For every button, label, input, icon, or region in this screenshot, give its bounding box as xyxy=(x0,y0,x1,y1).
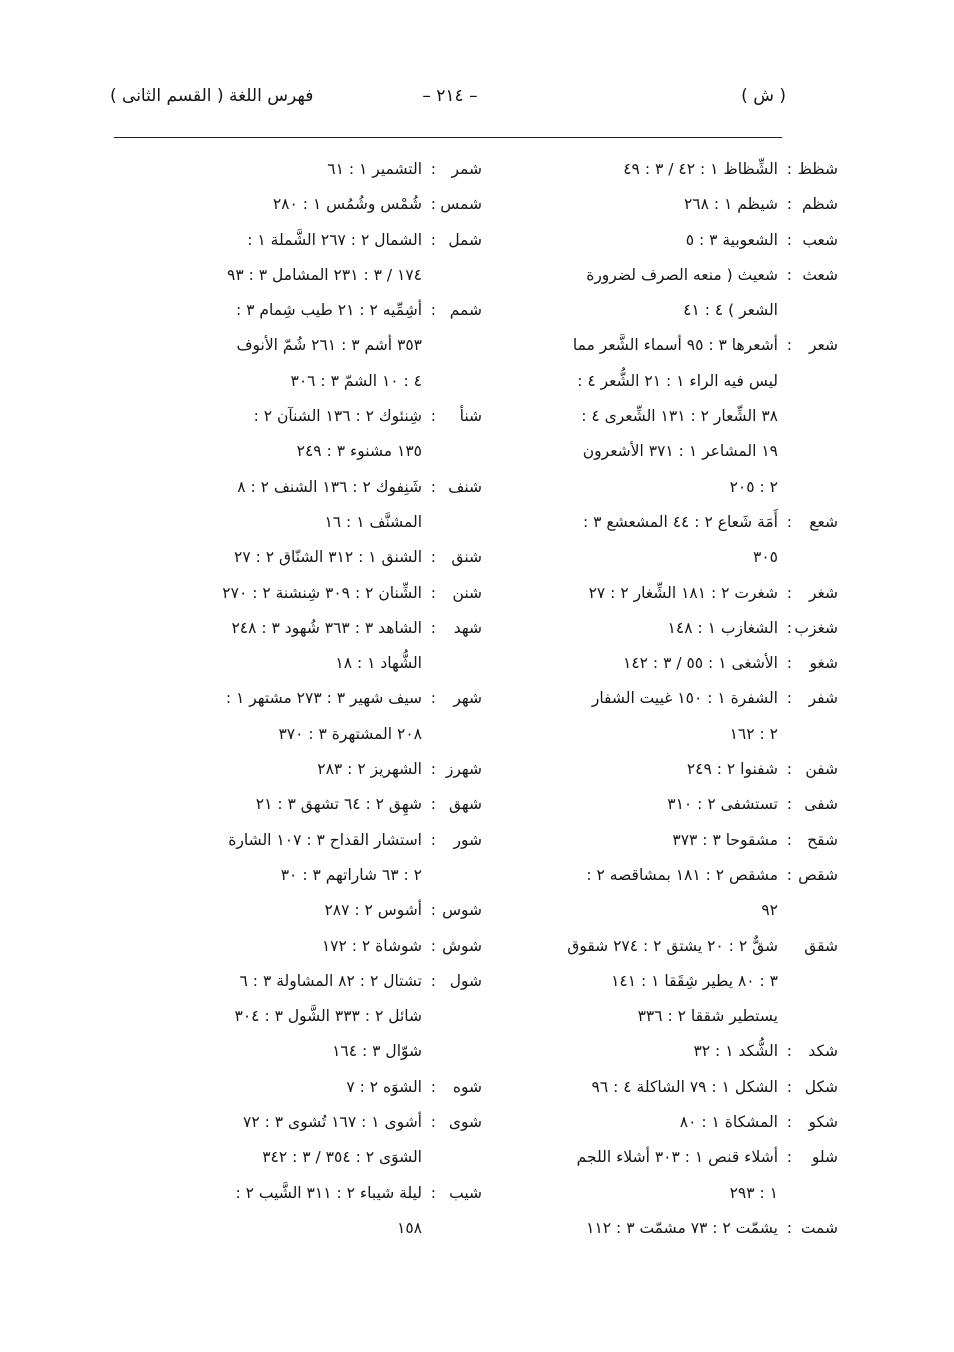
entry-text: شِنئوك ٢ : ١٣٦ الشنآن ٢ : xyxy=(253,407,422,426)
index-entry-line xyxy=(122,999,422,1034)
entry-colon: : xyxy=(786,1148,792,1167)
index-entry-line xyxy=(478,611,838,646)
entry-colon: : xyxy=(786,1218,792,1237)
entry-colon: : xyxy=(430,760,436,779)
entry-text: أشوى ١ : ١٦٧ تُشوى ٣ : ٧٢ xyxy=(243,1113,422,1132)
root-word: شظظ xyxy=(797,160,838,178)
entry-text: التشمير ١ : ٦١ xyxy=(327,160,422,178)
index-entry-line xyxy=(478,1034,838,1069)
entry-colon: : xyxy=(786,654,792,673)
index-entry-line xyxy=(122,1034,422,1069)
entry-text: الشوَى ٢ : ٣٥٤ / ٣ : ٣٤٢ xyxy=(262,1148,422,1167)
entry-text: شهِق ٢ : ٦٤ تشهق ٣ : ٢١ xyxy=(255,795,422,814)
entry-colon: : xyxy=(786,265,792,284)
root-word: شقص xyxy=(798,865,838,884)
entry-colon: : xyxy=(430,830,436,849)
index-entry-line xyxy=(122,929,482,964)
page-number: – ٢١٤ – xyxy=(422,86,478,106)
entry-colon: : xyxy=(430,795,436,814)
root-word: شوى xyxy=(448,1113,482,1132)
root-word: شمل xyxy=(448,230,482,249)
entry-text: شوّال ٣ : ١٦٤ xyxy=(332,1042,422,1061)
entry-text: الشهريز ٢ : ٢٨٣ xyxy=(317,760,422,779)
entry-text: الشمال ٢ : ٢٦٧ الشَّملة ١ : xyxy=(247,230,422,249)
root-word: شنف xyxy=(448,477,482,496)
index-entry-line xyxy=(478,1070,838,1105)
index-entry-line xyxy=(478,364,778,399)
index-entry-line xyxy=(478,1105,838,1140)
entry-text: شائل ٢ : ٣٣٣ الشَّول ٣ : ٣٠٤ xyxy=(234,1007,422,1026)
index-entry-line xyxy=(478,823,838,858)
root-word: شعث xyxy=(802,265,838,284)
entry-text: ١ : ٢٩٣ xyxy=(729,1183,778,1202)
entry-colon: : xyxy=(430,230,436,249)
index-entry-line xyxy=(122,964,482,999)
entry-text: الشعر ) ٤ : ٤١ xyxy=(683,301,778,320)
entry-text: ٣٠٥ xyxy=(753,548,778,567)
entry-colon: : xyxy=(430,689,436,708)
index-entry-line xyxy=(122,434,422,469)
root-word: شهق xyxy=(448,795,482,814)
index-entry-line xyxy=(478,187,838,222)
index-entry-line xyxy=(478,1140,838,1175)
index-column-left xyxy=(122,152,482,1246)
entry-text: الشوَه ٢ : ٧ xyxy=(346,1077,422,1096)
root-word: شوش xyxy=(442,936,482,955)
root-word: شوس xyxy=(442,901,482,920)
entry-text: شُمْس وشُمُس ١ : ٢٨٠ xyxy=(272,195,422,214)
root-word: شغر xyxy=(808,583,838,602)
entry-colon: : xyxy=(430,160,436,178)
entry-text: أَمَة شَعاع ٢ : ٤٤ المشعشع ٣ : xyxy=(583,512,778,531)
index-entry-line xyxy=(478,258,838,293)
index-entry-line xyxy=(478,646,838,681)
index-entry-line xyxy=(478,999,778,1034)
entry-text: ١٥٨ xyxy=(397,1218,422,1237)
index-entry-line xyxy=(478,717,778,752)
root-word: شنق xyxy=(451,548,482,567)
entry-text: شيظم ١ : ٢٦٨ xyxy=(683,195,778,214)
index-entry-line xyxy=(122,293,482,328)
entry-colon: : xyxy=(786,760,792,779)
root-word: شلو xyxy=(811,1148,838,1167)
entry-colon: : xyxy=(786,1077,792,1096)
entry-text: أشلاء قنص ١ : ٣٠٣ أشلاء اللجم xyxy=(576,1148,778,1167)
entry-colon: : xyxy=(786,1113,792,1132)
index-entry-line xyxy=(122,1070,482,1105)
index-entry-line xyxy=(478,434,778,469)
index-entry-line xyxy=(122,1105,482,1140)
root-word: شغو xyxy=(809,654,838,673)
index-entry-line xyxy=(122,187,482,222)
index-entry-line xyxy=(478,1211,838,1246)
entry-colon: : xyxy=(786,1042,792,1061)
index-entry-line xyxy=(122,505,422,540)
entry-text: ليلة شيباء ٢ : ٣١١ الشَّيب ٢ : xyxy=(235,1183,422,1202)
root-word: شنأ xyxy=(459,407,482,426)
entry-colon: : xyxy=(786,689,792,708)
entry-text: شعيث ( منعه الصرف لضرورة xyxy=(586,265,778,284)
entry-text: ١٣٥ مشنوء ٣ : ٢٤٩ xyxy=(296,442,422,461)
index-entry-line xyxy=(478,964,778,999)
index-entry-line xyxy=(122,752,482,787)
entry-text: الشُّكد ١ : ٣٢ xyxy=(693,1042,778,1061)
index-entry-line xyxy=(122,399,482,434)
entry-text: ٣٥٣ أشم ٣ : ٢٦١ شُمّ الأنوف xyxy=(236,336,422,355)
entry-text: ٢ : ٢٠٥ xyxy=(729,477,778,496)
index-entry-line xyxy=(122,611,482,646)
root-word: شعب xyxy=(802,230,838,249)
entry-colon: : xyxy=(786,512,792,531)
root-word: شهر xyxy=(453,689,482,708)
index-entry-line xyxy=(478,328,838,363)
index-entry-line xyxy=(122,1211,422,1246)
root-word: شمس xyxy=(440,195,482,214)
entry-text: الشكل ١ : ٧٩ الشاكلة ٤ : ٩٦ xyxy=(591,1077,778,1096)
entry-colon: : xyxy=(786,830,792,849)
index-entry-line xyxy=(478,929,838,964)
index-entry-line xyxy=(478,752,838,787)
index-entry-line xyxy=(122,152,482,187)
entry-text: ٣٨ الشِّعار ٢ : ١٣١ الشِّعرى ٤ : xyxy=(581,407,778,426)
entry-text: ليس فيه الراء ١ : ٢١ الشُّعر ٤ : xyxy=(577,371,778,390)
root-word: شفى xyxy=(804,795,838,814)
entry-text: الشِّظاظ ١ : ٤٢ / ٣ : ٤٩ xyxy=(623,160,778,178)
entry-colon: : xyxy=(786,160,792,178)
entry-text: شقٌّ ٢ : ٢٠ يشتق ٢ : ٢٧٤ شقوق xyxy=(567,936,778,955)
index-entry-line xyxy=(478,540,778,575)
index-column-right xyxy=(478,152,838,1246)
index-entry-line xyxy=(122,787,482,822)
index-entry-line xyxy=(122,258,422,293)
entry-colon: : xyxy=(430,618,436,637)
entry-text: الشغازب ١ : ١٤٨ xyxy=(667,618,778,637)
entry-text: المشنَّف ١ : ١٦ xyxy=(324,512,422,531)
entry-text: أشوس ٢ : ٢٨٧ xyxy=(324,901,422,920)
entry-colon: : xyxy=(430,1077,436,1096)
entry-text: الشاهد ٣ : ٣٦٣ شُهود ٣ : ٢٤٨ xyxy=(231,618,422,637)
root-word: شيب xyxy=(449,1183,482,1202)
entry-text: يستطير شققا ٢ : ٣٣٦ xyxy=(637,1007,778,1026)
root-word: شعر xyxy=(808,336,838,355)
index-entry-line xyxy=(122,364,422,399)
index-entry-line xyxy=(122,328,422,363)
entry-colon: : xyxy=(430,407,436,426)
entry-colon: : xyxy=(430,1113,436,1132)
entry-colon: : xyxy=(786,230,792,249)
root-word: شظم xyxy=(801,195,838,214)
index-entry-line xyxy=(122,893,482,928)
entry-colon: : xyxy=(430,936,436,955)
entry-colon: : xyxy=(786,865,792,884)
root-word: شهرز xyxy=(445,760,482,779)
root-word: شغزب xyxy=(794,618,838,637)
index-entry-line xyxy=(122,576,482,611)
entry-text: شفنوا ٢ : ٢٤٩ xyxy=(686,760,778,779)
index-entry-line xyxy=(478,293,778,328)
entry-text: الشعوبية ٣ : ٥ xyxy=(685,230,778,249)
entry-text: سيف شهير ٣ : ٢٧٣ مشتهر ١ : xyxy=(225,689,422,708)
root-word: شفن xyxy=(805,760,838,779)
entry-colon: : xyxy=(786,195,792,214)
entry-text: مشقوحا ٣ : ٣٧٣ xyxy=(672,830,778,849)
entry-text: الشُّهاد ١ : ١٨ xyxy=(335,654,422,673)
entry-colon: : xyxy=(430,195,436,214)
entry-colon: : xyxy=(786,618,792,637)
entry-text: ٢ : ٦٣ شاراتهم ٣ : ٣٠ xyxy=(280,865,422,884)
entry-colon: : xyxy=(786,583,792,602)
entry-colon: : xyxy=(430,477,436,496)
index-entry-line xyxy=(122,223,482,258)
root-word: شهد xyxy=(453,618,482,637)
section-label: ( ش ) xyxy=(741,86,786,106)
entry-text: شوشاة ٢ : ١٧٢ xyxy=(321,936,422,955)
index-entry-line xyxy=(478,223,838,258)
index-entry-line xyxy=(478,152,838,187)
entry-colon: : xyxy=(786,336,792,355)
entry-text: ٢ : ١٦٢ xyxy=(729,724,778,743)
entry-text: استشار القداح ٣ : ١٠٧ الشارة xyxy=(228,830,422,849)
entry-text: أشعرها ٣ : ٩٥ أسماء الشَّعر مما xyxy=(572,336,778,355)
index-entry-line xyxy=(478,399,778,434)
index-entry-line xyxy=(122,823,482,858)
root-word: شكل xyxy=(804,1077,838,1096)
root-word: شوه xyxy=(452,1077,482,1096)
index-entry-line xyxy=(478,1176,778,1211)
index-entry-line xyxy=(122,1140,422,1175)
entry-text: الشفرة ١ : ١٥٠ غييت الشفار xyxy=(591,689,778,708)
entry-text: شَنِفوك ٢ : ١٣٦ الشنف ٢ : ٨ xyxy=(237,477,422,496)
index-entry-line xyxy=(122,717,422,752)
entry-text: الشِّنان ٢ : ٣٠٩ شِنشنة ٢ : ٢٧٠ xyxy=(222,583,422,602)
entry-colon: : xyxy=(430,971,436,990)
entry-text: ١٧٤ / ٣ : ٢٣١ المشامل ٣ : ٩٣ xyxy=(227,265,422,284)
entry-text: ١٩ المشاعر ١ : ٣٧١ الأشعرون xyxy=(582,442,778,461)
entry-text: ٣ : ٨٠ يطير شِقَقا ١ : ١٤١ xyxy=(611,971,778,990)
entry-text: ٩٢ xyxy=(761,901,778,920)
entry-colon: : xyxy=(430,901,436,920)
root-word: شعع xyxy=(809,512,838,531)
root-word: شمر xyxy=(451,160,482,178)
root-word: شفر xyxy=(808,689,838,708)
index-entry-line xyxy=(478,470,778,505)
index-entry-line xyxy=(122,1176,482,1211)
entry-text: تستشفى ٢ : ٣١٠ xyxy=(667,795,778,814)
index-entry-line xyxy=(478,681,838,716)
root-word: شقح xyxy=(807,830,838,849)
entry-text: المشكاة ١ : ٨٠ xyxy=(679,1113,778,1132)
header-rule xyxy=(114,137,782,138)
index-entry-line xyxy=(478,893,778,928)
index-entry-line xyxy=(122,681,482,716)
entry-text: شغرت ٢ : ١٨١ الشِّغار ٢ : ٢٧ xyxy=(588,583,778,602)
index-entry-line xyxy=(478,576,838,611)
entry-text: تشتال ٢ : ٨٢ المشاولة ٣ : ٦ xyxy=(239,971,422,990)
entry-text: ٢٠٨ المشتهرة ٣ : ٣٧٠ xyxy=(278,724,422,743)
index-entry-line xyxy=(478,858,838,893)
entry-text: يشمّت ٢ : ٧٣ مشمّت ٣ : ١١٢ xyxy=(586,1218,778,1237)
entry-text: ٤ : ١٠ الشمّ ٣ : ٣٠٦ xyxy=(290,371,422,390)
index-entry-line xyxy=(122,470,482,505)
root-word: شمم xyxy=(449,301,482,320)
root-word: شنن xyxy=(452,583,482,602)
entry-colon: : xyxy=(430,1183,436,1202)
root-word: شمت xyxy=(800,1218,838,1237)
entry-colon: : xyxy=(430,301,436,320)
running-title: فهرس اللغة ( القسم الثانى ) xyxy=(110,86,314,106)
entry-colon: : xyxy=(430,548,436,567)
entry-text: الأشغى ١ : ٥٥ / ٣ : ١٤٢ xyxy=(623,654,778,673)
entry-text: مشقص ٢ : ١٨١ بمشاقصه ٢ : xyxy=(586,865,778,884)
root-word: شكو xyxy=(808,1113,838,1132)
index-entry-line xyxy=(122,646,422,681)
index-entry-line xyxy=(122,540,482,575)
root-word: شور xyxy=(453,830,482,849)
entry-text: أشِمِّيه ٢ : ٢١ طيب شِمام ٣ : xyxy=(235,301,422,320)
page-header xyxy=(110,82,790,118)
entry-colon: : xyxy=(430,583,436,602)
index-entry-line xyxy=(478,787,838,822)
entry-text: الشنق ١ : ٣١٢ الشنّاق ٢ : ٢٧ xyxy=(234,548,422,567)
root-word: شكد xyxy=(808,1042,838,1061)
root-word: شول xyxy=(449,971,482,990)
entry-colon: : xyxy=(786,795,792,814)
root-word: شقق xyxy=(804,936,838,955)
index-entry-line xyxy=(478,505,838,540)
index-entry-line xyxy=(122,858,422,893)
